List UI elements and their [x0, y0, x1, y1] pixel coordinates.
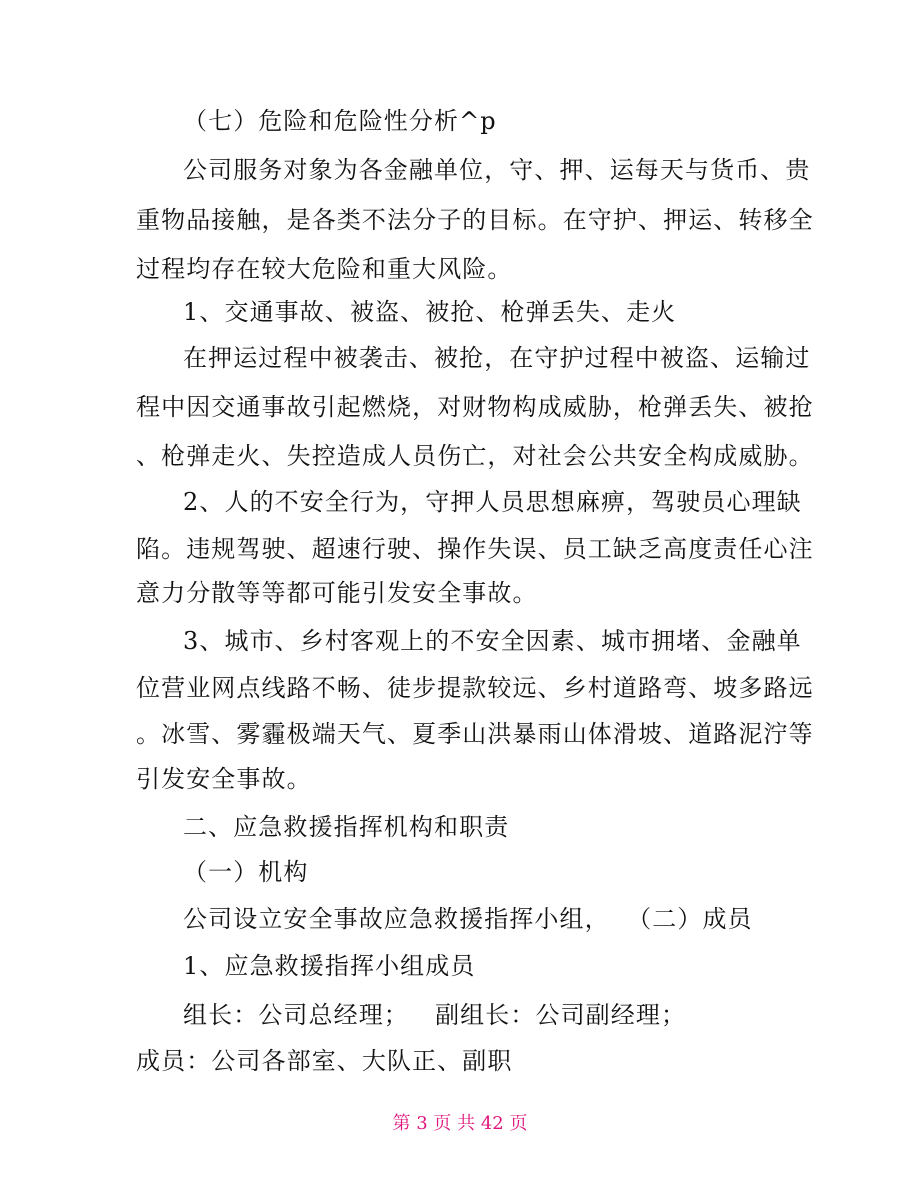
page-number-footer: 第 3 页 共 42 页 [392, 1113, 528, 1134]
paragraph-line: 引发安全事故。 [136, 765, 312, 793]
paragraph-line: 公司服务对象为各金融单位，守、押、运每天与货币、贵 [183, 156, 811, 184]
paragraph-line: 2、人的不安全行为，守押人员思想麻痹，驾驶员心理缺 [183, 488, 802, 516]
paragraph-line: 位营业网点线路不畅、徒步提款较远、乡村道路弯、坡多路远 [136, 674, 814, 702]
subsection-heading-organization: （一）机构 [183, 858, 309, 886]
paragraph-line: 公司设立安全事故应急救援指挥小组， （二）成员 [183, 905, 753, 933]
paragraph-line: 组长：公司总经理； 副组长：公司副经理； [183, 1001, 687, 1029]
paragraph-line: 。冰雪、雾霾极端天气、夏季山洪暴雨山体滑坡、道路泥泞等 [136, 720, 814, 748]
section-heading-risk-analysis: （七）危险和危险性分析^p [183, 107, 497, 135]
paragraph-line: 成员：公司各部室、大队正、副职 [136, 1047, 513, 1075]
paragraph-line: 在押运过程中被袭击、被抢，在守护过程中被盗、运输过 [183, 344, 811, 372]
paragraph-line: 陷。违规驾驶、超速行驶、操作失误、员工缺乏高度责任心注 [136, 535, 814, 563]
paragraph-line: 3、城市、乡村客观上的不安全因素、城市拥堵、金融单 [183, 627, 802, 655]
paragraph-line: 重物品接触，是各类不法分子的目标。在守护、押运、转移全 [136, 206, 814, 234]
paragraph-line: 过程均存在较大危险和重大风险。 [136, 255, 513, 283]
paragraph-line: 意力分散等等都可能引发安全事故。 [136, 579, 538, 607]
paragraph-line: 程中因交通事故引起燃烧，对财物构成威胁，枪弹丢失、被抢 [136, 393, 814, 421]
paragraph-line: 、枪弹走火、失控造成人员伤亡，对社会公共安全构成威胁。 [136, 442, 814, 470]
list-heading-members: 1、应急救援指挥小组成员 [183, 952, 476, 980]
section-heading-command-structure: 二、应急救援指挥机构和职责 [183, 813, 510, 841]
list-heading-traffic-accident: 1、交通事故、被盗、被抢、枪弹丢失、走火 [183, 298, 677, 326]
